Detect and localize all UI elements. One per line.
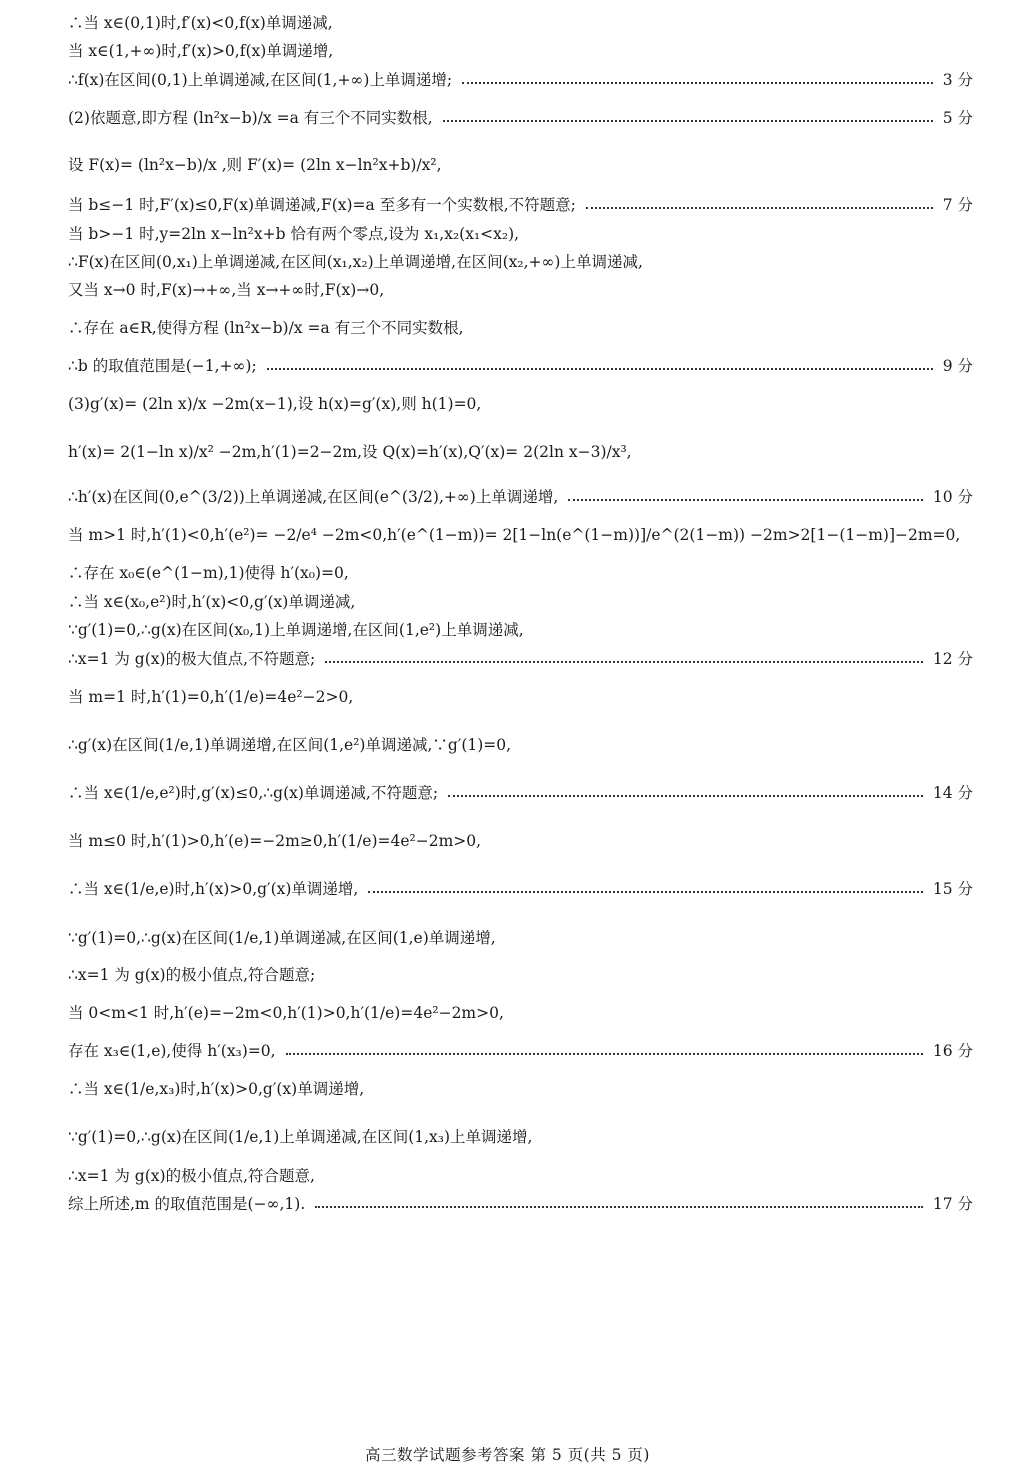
solution-line [68,623,973,639]
line-text: ∴f(x)在区间(0,1)上单调递减,在区间(1,+∞)上单调递增; [68,71,453,89]
dot-leader [568,499,923,501]
solution-line [68,1082,973,1098]
line-text: (2)依题意,即方程 (ln²x−b)/x =a 有三个不同实数根, [68,109,433,127]
dot-leader [448,795,923,797]
solution-line [68,283,973,299]
line-text: h′(x)= 2(1−ln x)/x² −2m,h′(1)=2−2m,设 Q(x)=h′(x),Q′(x)= 2(2ln x−3)/x³, [68,443,632,461]
solution-line [68,652,973,668]
line-text: ∴h′(x)在区间(0,e^(3/2))上单调递减,在区间(e^(3/2),+∞)上单调递增, [68,488,559,506]
line-text: ∴x=1 为 g(x)的极小值点,符合题意, [68,1167,315,1185]
solution-line [68,1006,973,1022]
line-text: 当 m=1 时,h′(1)=0,h′(1/e)=4e²−2>0, [68,688,354,706]
dot-leader [267,368,933,370]
solution-line [68,359,973,375]
line-text: ∴x=1 为 g(x)的极小值点,符合题意; [68,966,316,984]
solution-line [68,528,973,544]
solution-line [68,158,973,174]
solution-line [68,595,973,611]
score-label: 5 分 [942,109,973,127]
dot-leader [443,120,933,122]
line-text: 当 b>−1 时,y=2ln x−ln²x+b 恰有两个零点,设为 x₁,x₂(x₁<x₂), [68,225,520,243]
solution-line [68,227,973,243]
solution-line [68,445,973,461]
score-label: 12 分 [932,650,973,668]
score-label: 17 分 [932,1195,973,1213]
solution-line [68,882,973,898]
solution-line [68,198,973,214]
dot-leader [462,82,933,84]
line-text: 当 m≤0 时,h′(1)>0,h′(e)=−2m≥0,h′(1/e)=4e²−2m>0, [68,832,482,850]
line-text: 当 0<m<1 时,h′(e)=−2m<0,h′(1)>0,h′(1/e)=4e²−2m>0, [68,1004,504,1022]
line-text: ∴当 x∈(1/e,e)时,h′(x)>0,g′(x)单调递增, [68,880,359,898]
score-label: 14 分 [932,784,973,802]
score-label: 10 分 [932,488,973,506]
line-text: 当 b≤−1 时,F′(x)≤0,F(x)单调递减,F(x)=a 至多有一个实数根,不符题意; [68,196,576,214]
line-text: 存在 x₃∈(1,e),使得 h′(x₃)=0, [68,1042,276,1060]
solution-line [68,255,973,271]
solution-line [68,397,973,413]
solution-line [68,1197,973,1213]
solution-line [68,1044,973,1060]
solution-line [68,968,973,984]
line-text: 又当 x→0 时,F(x)→+∞,当 x→+∞时,F(x)→0, [68,281,385,299]
line-text: ∵g′(1)=0,∴g(x)在区间(1/e,1)单调递减,在区间(1,e)单调递增, [68,929,496,947]
line-text: ∴当 x∈(x₀,e²)时,h′(x)<0,g′(x)单调递减, [68,593,356,611]
score-label: 7 分 [942,196,973,214]
solution-line [68,786,973,802]
line-text: ∴g′(x)在区间(1/e,1)单调递增,在区间(1,e²)单调递减,∵g′(1)=0, [68,736,512,754]
line-text: ∴存在 a∈R,使得方程 (ln²x−b)/x =a 有三个不同实数根, [68,319,464,337]
solution-line [68,738,973,754]
line-text: 综上所述,m 的取值范围是(−∞,1). [68,1195,306,1213]
solution-line [68,566,973,582]
solution-line [68,834,973,850]
line-text: ∴x=1 为 g(x)的极大值点,不符题意; [68,650,316,668]
line-text: (3)g′(x)= (2ln x)/x −2m(x−1),设 h(x)=g′(x),则 h(1)=0, [68,395,482,413]
solution-line [68,1130,973,1146]
page-footer: 高三数学试题参考答案 第 5 页(共 5 页) [365,1446,650,1464]
solution-line [68,931,973,947]
dot-leader [368,891,923,893]
line-text: ∴当 x∈(1/e,e²)时,g′(x)≤0,∴g(x)单调递减,不符题意; [68,784,439,802]
line-text: ∵g′(1)=0,∴g(x)在区间(x₀,1)上单调递增,在区间(1,e²)上单调递减, [68,621,524,639]
solution-line [68,16,973,32]
solution-line [68,73,973,89]
line-text: 当 m>1 时,h′(1)<0,h′(e²)= −2/e⁴ −2m<0,h′(e^(1−m))= 2[1−ln(e^(1−m))]/e^(2(1−m)) −2m>2[1−(1−m)]−2m=0, [68,526,961,544]
score-label: 3 分 [942,71,973,89]
score-label: 15 分 [932,880,973,898]
solution-line [68,1169,973,1185]
dot-leader [286,1053,923,1055]
line-text: 设 F(x)= (ln²x−b)/x ,则 F′(x)= (2ln x−ln²x+b)/x², [68,156,442,174]
line-text: ∴F(x)在区间(0,x₁)上单调递减,在区间(x₁,x₂)上单调递增,在区间(x₂,+∞)上单调递减, [68,253,643,271]
line-text: ∴当 x∈(0,1)时,f′(x)<0,f(x)单调递减, [68,14,333,32]
solution-line [68,44,973,60]
dot-leader [586,207,933,209]
solution-line [68,321,973,337]
solution-line [68,690,973,706]
solution-line [68,490,973,506]
line-text: ∵g′(1)=0,∴g(x)在区间(1/e,1)上单调递减,在区间(1,x₃)上单调递增, [68,1128,533,1146]
score-label: 9 分 [942,357,973,375]
solution-line [68,111,973,127]
line-text: 当 x∈(1,+∞)时,f′(x)>0,f(x)单调递增, [68,42,334,60]
line-text: ∴存在 x₀∈(e^(1−m),1)使得 h′(x₀)=0, [68,564,349,582]
dot-leader [315,1206,923,1208]
line-text: ∴当 x∈(1/e,x₃)时,h′(x)>0,g′(x)单调递增, [68,1080,365,1098]
score-label: 16 分 [932,1042,973,1060]
dot-leader [325,661,923,663]
line-text: ∴b 的取值范围是(−1,+∞); [68,357,257,375]
